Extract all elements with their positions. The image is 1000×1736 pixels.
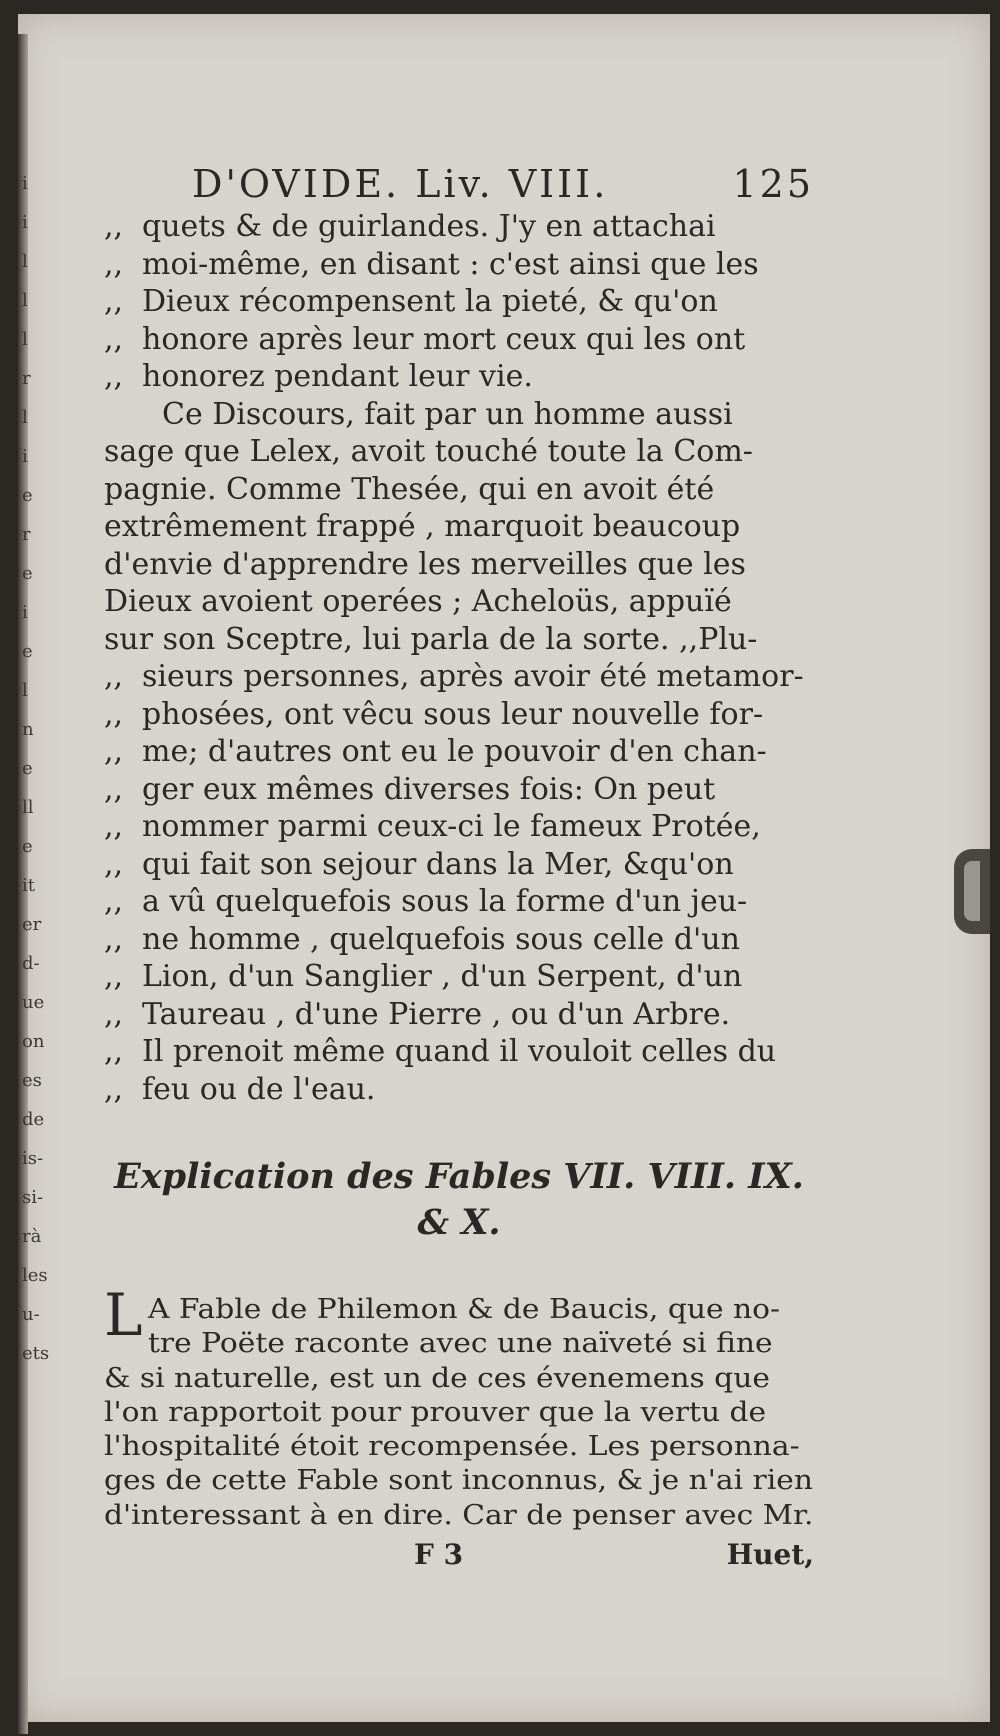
line-text: feu ou de l'eau. <box>142 1071 376 1107</box>
text-line <box>104 771 814 809</box>
line-text: ne homme , quelquefois sous celle d'un <box>142 921 740 957</box>
line-text: honore après leur mort ceux qui les ont <box>142 321 746 357</box>
line-text: a vû quelquefois sous la forme d'un jeu- <box>142 884 748 919</box>
quote-mark: ,, <box>104 771 124 807</box>
line-text: phosées, ont vêcu sous leur nouvelle for- <box>142 696 764 732</box>
text-line <box>104 1033 814 1071</box>
quote-mark: ,, <box>104 696 124 732</box>
line-text: sieurs personnes, après avoir été metamor- <box>142 659 804 694</box>
text-line <box>104 1071 814 1109</box>
line-text: moi-même, en disant : c'est ainsi que les <box>142 246 759 282</box>
text-line <box>104 583 814 621</box>
line-text: sage que Lelex, avoit touché toute la Com- <box>104 434 753 469</box>
text-line <box>104 733 814 771</box>
text-line <box>104 1498 814 1532</box>
text-line <box>104 846 814 884</box>
text-line <box>104 508 814 546</box>
margin-fragment: ets <box>22 1343 50 1364</box>
signature-mark: F 3 <box>414 1538 464 1572</box>
quote-mark: ,, <box>104 921 124 957</box>
text-line <box>104 808 814 846</box>
margin-fragment: d- <box>22 953 40 974</box>
running-header <box>104 162 814 206</box>
quote-mark: ,, <box>104 246 124 282</box>
margin-fragment: ll <box>22 797 34 818</box>
text-line <box>104 958 814 996</box>
line-text: d'interessant à en dire. Car de penser avec Mr. <box>104 1498 814 1531</box>
text-line <box>104 321 814 359</box>
running-title: D'OVIDE. Liv. VIII. <box>192 162 609 206</box>
text-line <box>104 883 814 921</box>
text-line <box>104 1326 814 1360</box>
line-text: extrêmement frappé , marquoit beaucoup <box>104 509 741 544</box>
line-text: ges de cette Fable sont inconnus, & je n'ai rien <box>104 1464 813 1497</box>
margin-fragment: i <box>22 212 28 233</box>
page-number: 125 <box>732 162 814 206</box>
text-line <box>104 358 814 396</box>
quote-mark: ,, <box>104 284 124 319</box>
margin-fragment: i <box>22 602 28 623</box>
margin-fragment: e <box>22 641 33 662</box>
line-text: Dieux avoient operées ; Acheloüs, appuïé <box>104 584 732 619</box>
margin-fragment: is- <box>22 1148 44 1169</box>
line-text: l'hospitalité étoit recompensée. Les personna- <box>104 1430 800 1463</box>
text-line <box>104 396 814 434</box>
margin-fragment: e <box>22 758 33 779</box>
margin-fragment: u- <box>22 1304 40 1325</box>
text-line <box>104 1395 814 1429</box>
drop-cap: L <box>104 1281 143 1349</box>
line-text: quets & de guirlandes. J'y en attachai <box>142 209 716 244</box>
section-heading-line-2: & X. <box>417 1202 501 1243</box>
page-text <box>104 162 814 1571</box>
margin-fragment: er <box>22 914 42 935</box>
section-heading-line-1: Explication des Fables VII. VIII. IX. <box>114 1156 804 1197</box>
line-text: qui fait son sejour dans la Mer, &qu'on <box>142 846 734 882</box>
margin-fragment: l <box>22 329 28 350</box>
margin-fragment: les <box>22 1265 48 1286</box>
margin-fragment: l <box>22 251 28 272</box>
line-text: sur son Sceptre, lui parla de la sorte. ,,Plu- <box>104 621 758 657</box>
margin-fragment: de <box>22 1109 45 1130</box>
margin-fragment: l <box>22 680 28 701</box>
explication-text <box>104 1281 814 1532</box>
text-line <box>104 696 814 734</box>
margin-fragment: l <box>22 290 28 311</box>
quote-mark: ,, <box>104 959 124 994</box>
line-text: Ce Discours, fait par un homme aussi <box>162 396 733 432</box>
text-line <box>104 433 814 471</box>
margin-fragment: e <box>22 563 33 584</box>
quote-mark: ,, <box>104 884 124 919</box>
line-text: tre Poëte raconte avec une naïveté si fine <box>148 1327 773 1360</box>
page-clip <box>954 849 990 934</box>
quote-mark: ,, <box>104 359 124 394</box>
quote-mark: ,, <box>104 321 124 357</box>
margin-fragment: r <box>22 368 31 389</box>
line-text: d'envie d'apprendre les merveilles que les <box>104 546 746 582</box>
line-text: & si naturelle, est un de ces évenemens que <box>104 1361 770 1394</box>
text-line <box>104 1361 814 1395</box>
margin-fragment: es <box>22 1070 42 1091</box>
margin-fragment: e <box>22 485 33 506</box>
margin-fragment: n <box>22 719 34 740</box>
text-line <box>104 1429 814 1463</box>
text-line <box>104 621 814 659</box>
line-text: Lion, d'un Sanglier , d'un Serpent, d'un <box>142 959 743 994</box>
text-line <box>104 996 814 1034</box>
margin-fragment: i <box>22 446 28 467</box>
line-text: honorez pendant leur vie. <box>142 359 533 394</box>
margin-fragment: i <box>22 173 28 194</box>
line-text: Dieux récompensent la pieté, & qu'on <box>142 284 718 319</box>
text-line <box>104 283 814 321</box>
facing-page-margin <box>22 164 50 1564</box>
text-line <box>104 921 814 959</box>
margin-fragment: r <box>22 524 31 545</box>
margin-fragment: l <box>22 407 28 428</box>
margin-fragment: si- <box>22 1187 44 1208</box>
line-text: nommer parmi ceux-ci le fameux Protée, <box>142 809 761 844</box>
margin-fragment: on <box>22 1031 45 1052</box>
line-text: l'on rapportoit pour prouver que la vertu de <box>104 1395 767 1428</box>
margin-fragment: ue <box>22 992 45 1013</box>
text-line <box>104 546 814 584</box>
margin-fragment: e <box>22 836 33 857</box>
line-text: Taureau , d'une Pierre , ou d'un Arbre. <box>142 996 731 1032</box>
quote-mark: ,, <box>104 846 124 882</box>
line-text: Il prenoit même quand il vouloit celles du <box>142 1034 777 1069</box>
book-page <box>18 14 990 1722</box>
line-text: pagnie. Comme Thesée, qui en avoit été <box>104 471 715 507</box>
body-text <box>104 208 814 1108</box>
margin-fragment: it <box>22 875 35 896</box>
text-line <box>104 471 814 509</box>
margin-fragment: rà <box>22 1226 42 1247</box>
text-line <box>104 658 814 696</box>
line-text: me; d'autres ont eu le pouvoir d'en chan- <box>142 734 767 769</box>
text-line <box>104 246 814 284</box>
quote-mark: ,, <box>104 1071 124 1107</box>
page-footer <box>104 1538 814 1571</box>
quote-mark: ,, <box>104 996 124 1032</box>
catchword: Huet, <box>726 1538 814 1572</box>
line-text: A Fable de Philemon & de Baucis, que no- <box>148 1293 781 1325</box>
quote-mark: ,, <box>104 209 124 244</box>
quote-mark: ,, <box>104 659 124 694</box>
text-line <box>104 208 814 246</box>
quote-mark: ,, <box>104 1034 124 1069</box>
quote-mark: ,, <box>104 734 124 769</box>
section-heading <box>104 1154 814 1246</box>
line-text: ger eux mêmes diverses fois: On peut <box>142 771 716 807</box>
quote-mark: ,, <box>104 809 124 844</box>
text-line <box>104 1463 814 1497</box>
